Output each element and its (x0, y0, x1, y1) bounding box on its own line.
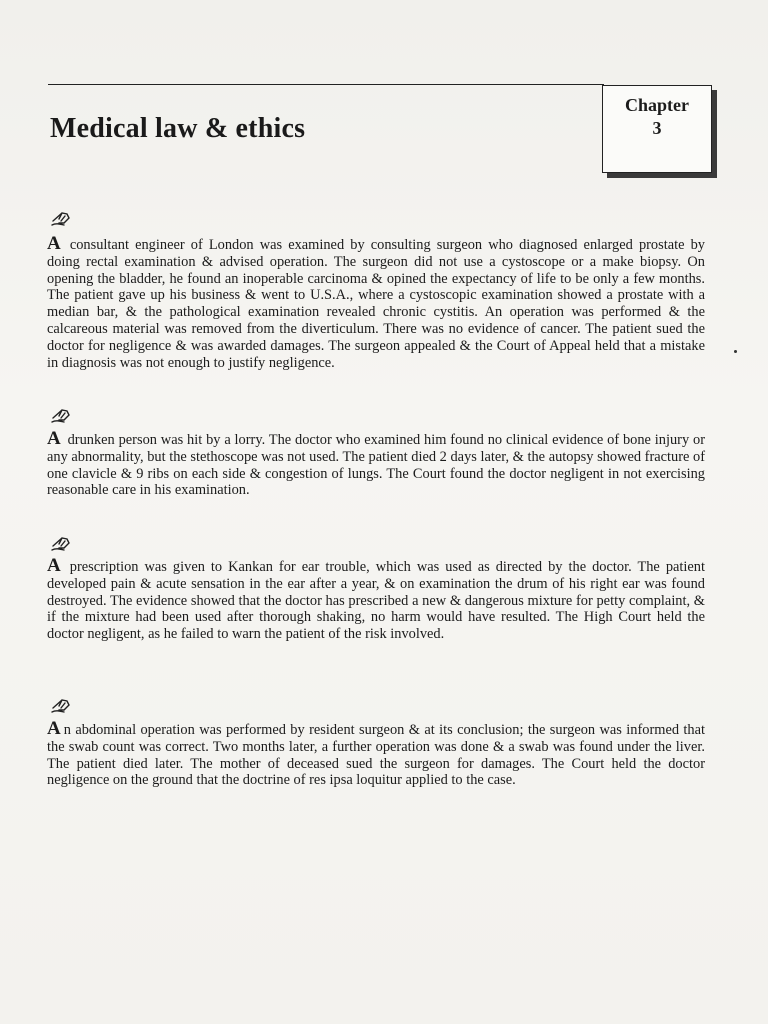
ink-speck (734, 350, 737, 353)
chapter-label: Chapter (625, 95, 689, 115)
case-paragraph (47, 233, 705, 371)
chapter-box (602, 85, 712, 173)
case-paragraph (47, 428, 705, 499)
chapter-number: 3 (652, 118, 662, 138)
case-paragraph (47, 718, 705, 789)
writing-hand-icon (50, 697, 72, 715)
case-paragraph (47, 555, 705, 643)
writing-hand-icon (50, 407, 72, 425)
header-rule (48, 84, 604, 85)
case-body: consultant engineer of London was examined by consulting surgeon who diagnosed enlarged prostate by doing rectal examination & advised operation. The surgeon did not use a cystoscope or a make biopsy. On opening the bladder, he found an inoperable carcinoma & opined the expectancy of life to be only a few months. The patient gave up his business & went to U.S.A., where a cystoscopic examination showed a prostate with a median bar, & the pathological examination revealed chronic cystitis. An operation was performed & the calcareous material was removed from the diverticulum. There was no evidence of cancer. The patient sued the doctor for negligence & was awarded damages. The surgeon appealed & the Court of Appeal held that a mistake in diagnosis was not enough to justify negligence. (47, 237, 705, 371)
page-title: Medical law & ethics (50, 113, 306, 144)
case-body: n abdominal operation was performed by resident surgeon & at its conclusion; the surgeon was informed that the swab count was correct. Two months later, a further operation was done & a swab was found under the liver. The patient died later. The mother of deceased sued the surgeon for damages. The Court held the doctor negligence on the ground that the doctrine of res ipsa loquitur applied to the case. (47, 722, 705, 789)
writing-hand-icon (50, 535, 72, 553)
drop-cap: A (47, 428, 61, 449)
case-body: drunken person was hit by a lorry. The doctor who examined him found no clinical evidence of bone injury or any abnormality, but the stethoscope was not used. The patient died 2 days later, & the autopsy showed fracture of one clavicle & 9 ribs on each side & congestion of lungs. The Court found the doctor negligent in not exercising reasonable care in his examination. (47, 432, 705, 499)
drop-cap: A (47, 555, 61, 576)
drop-cap: A (47, 718, 61, 739)
writing-hand-icon (50, 210, 72, 228)
case-body: prescription was given to Kankan for ear trouble, which was used as directed by the doctor. The patient developed pain & acute sensation in the ear after a year, & on examination the drum of his right ear was found destroyed. The evidence showed that the doctor has prescribed a new & dangerous mixture for petty complaint, & if the mixture had been used after thorough shaking, no harm would have resulted. The High Court held the doctor negligent, as he failed to warn the patient of the risk involved. (47, 559, 705, 643)
drop-cap: A (47, 233, 61, 254)
